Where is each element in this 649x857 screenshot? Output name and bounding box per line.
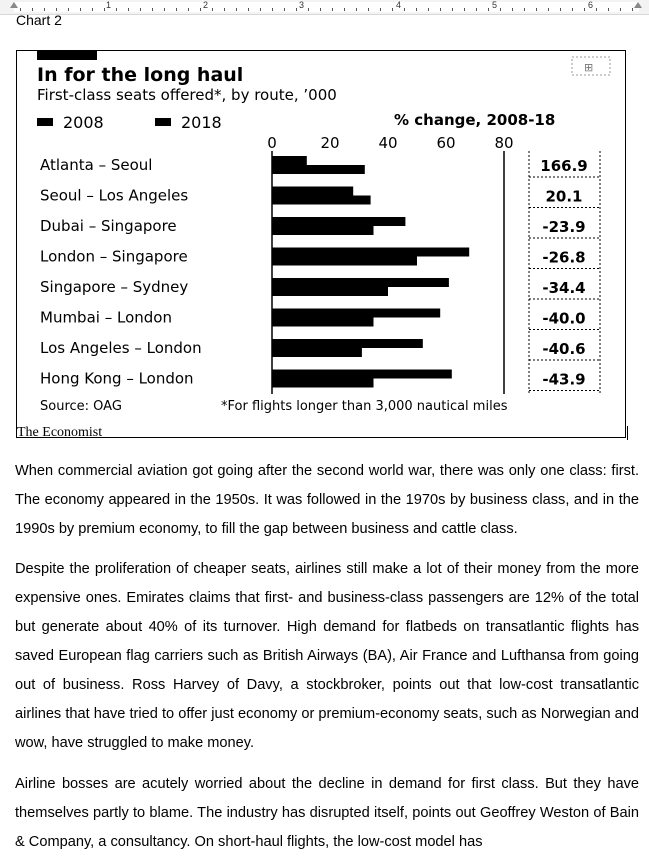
ruler-tick	[152, 8, 153, 11]
ruler-tick	[128, 8, 129, 11]
category-label: Dubai – Singapore	[40, 217, 177, 235]
category-label: Hong Kong – London	[40, 369, 194, 388]
bar-2008	[272, 278, 449, 287]
ruler-tick	[248, 8, 249, 11]
ruler-tick	[404, 8, 405, 11]
ruler-number: 4	[396, 0, 402, 10]
ruler-tick	[260, 8, 261, 11]
legend-label-2008: 2008	[63, 113, 104, 132]
legend-label-2018: 2018	[181, 113, 222, 132]
brand-bar	[37, 51, 97, 60]
ruler-tick	[572, 8, 573, 11]
category-label: Singapore – Sydney	[40, 278, 189, 296]
right-indent-marker[interactable]	[634, 2, 642, 8]
corner-logo-icon: ⊞	[584, 61, 594, 74]
bar-2008	[272, 248, 469, 257]
plot-area	[40, 134, 600, 394]
ruler-tick	[68, 8, 69, 11]
ruler-tick	[524, 8, 525, 11]
body-paragraph-3: Airline bosses are acutely worried about the decline in demand for first class. But they have themselves partly to blame. The industry has disrupted itself, points out Geoffrey Weston of Bain & Company, a consultancy. On short-haul flights, the low-cost model has	[15, 776, 639, 850]
ruler-tick	[380, 8, 381, 11]
ruler-tick	[584, 8, 585, 11]
ruler-number: 1	[106, 0, 112, 10]
bar-2018	[272, 196, 371, 205]
ruler-tick	[44, 8, 45, 11]
left-indent-marker[interactable]	[10, 2, 18, 8]
bar-2008	[272, 370, 452, 379]
bar-2018	[272, 318, 374, 327]
bar-2008	[272, 339, 423, 348]
bar-2008	[272, 187, 353, 196]
body-paragraph-2: Despite the proliferation of cheaper seats, airlines still make a lot of their money from the more expensive ones. Emirates claims that first- and business-class passengers are 12% of the total but generate about 40% of its turnover. High demand for flatbeds on transatlantic flights has saved European flag carriers such as British Airways (BA), Air France and Lufthansa from going out of business. Ross Harvey of Davy, a stockbroker, points out that low-cost transatlantic airlines that have tried to offer just economy or premium-economy seats, such as Norwegian and wow, have struggled to make money.	[15, 561, 639, 751]
ruler-tick	[488, 8, 489, 11]
horizontal-ruler[interactable]	[0, 0, 649, 15]
ruler-number: 5	[492, 0, 498, 10]
change-value: -26.8	[542, 248, 586, 267]
ruler-tick	[20, 8, 21, 11]
ruler-tick	[476, 8, 477, 11]
ruler-number: 2	[203, 0, 209, 10]
x-tick-label: 40	[378, 134, 398, 152]
bar-2018	[272, 257, 417, 266]
ruler-tick	[428, 8, 429, 11]
ruler-tick	[320, 8, 321, 11]
bar-2018	[272, 226, 374, 235]
bar-2008	[272, 156, 307, 165]
legend-swatch-2018	[155, 118, 171, 126]
change-value: -40.6	[542, 340, 586, 358]
ruler-tick	[500, 8, 501, 11]
x-tick-label: 0	[267, 134, 277, 152]
ruler-tick	[80, 8, 81, 11]
category-label: Los Angeles – London	[40, 339, 202, 357]
ruler-number: 3	[299, 0, 305, 10]
ruler-tick	[536, 8, 537, 11]
ruler-tick	[284, 8, 285, 11]
chart-source: Source: OAG	[40, 399, 122, 414]
ruler-tick	[440, 8, 441, 11]
body-paragraph-1: When commercial aviation got going after the second world war, there was only one class: first. The economy appeared in the 1950s. It was followed in the 1970s by business class, and in the 1990s by premium economy, to fill the gap between business and cattle class.	[15, 463, 639, 537]
ruler-tick	[176, 8, 177, 11]
ruler-number: 6	[588, 0, 594, 10]
chart-title: In for the long haul	[37, 64, 244, 86]
ruler-tick	[224, 8, 225, 11]
change-value: 20.1	[545, 187, 583, 206]
ruler-tick	[116, 8, 117, 11]
ruler-tick	[296, 8, 297, 11]
ruler-tick	[104, 8, 105, 11]
ruler-tick	[32, 8, 33, 11]
ruler-tick	[140, 8, 141, 11]
bar-2018	[272, 379, 374, 388]
chart-caption: Chart 2	[16, 12, 62, 28]
x-tick-label: 20	[320, 134, 340, 152]
ruler-tick	[512, 8, 513, 11]
ruler-tick	[548, 8, 549, 11]
ruler-tick	[272, 8, 273, 11]
ruler-tick	[188, 8, 189, 11]
chart-svg	[17, 51, 625, 437]
ruler-tick	[452, 8, 453, 11]
text-cursor	[627, 426, 628, 440]
ruler-tick	[212, 8, 213, 11]
economist-brand: The Economist	[17, 425, 103, 437]
ruler-tick	[608, 8, 609, 11]
ruler-tick	[200, 8, 201, 11]
x-tick-label: 60	[436, 134, 456, 152]
ruler-tick	[92, 8, 93, 11]
change-header: % change, 2008-18	[394, 111, 556, 129]
ruler-tick	[392, 8, 393, 11]
ruler-tick	[368, 8, 369, 11]
bar-2008	[272, 309, 440, 318]
ruler-tick	[56, 8, 57, 11]
ruler-tick	[560, 8, 561, 11]
ruler-tick	[332, 8, 333, 11]
bar-2018	[272, 348, 362, 357]
category-label: Mumbai – London	[40, 308, 172, 327]
ruler-tick	[596, 8, 597, 11]
ruler-tick	[236, 8, 237, 11]
chart-image[interactable]	[16, 50, 626, 438]
x-tick-label: 80	[494, 134, 514, 152]
ruler-tick	[464, 8, 465, 11]
legend-swatch-2008	[37, 118, 53, 126]
change-value: -23.9	[542, 218, 586, 236]
change-value: -34.4	[542, 279, 586, 297]
change-value: -40.0	[542, 309, 586, 328]
bar-2008	[272, 217, 405, 226]
category-label: Atlanta – Seoul	[40, 156, 153, 174]
chart-subtitle: First-class seats offered*, by route, ’000	[37, 86, 337, 104]
ruler-tick	[308, 8, 309, 11]
change-value: -43.9	[542, 370, 586, 389]
bar-2018	[272, 287, 388, 296]
ruler-tick	[632, 8, 633, 11]
ruler-tick	[164, 8, 165, 11]
bar-2018	[272, 165, 365, 174]
change-value: 166.9	[540, 157, 588, 175]
ruler-tick	[356, 8, 357, 11]
ruler-tick	[416, 8, 417, 11]
ruler-tick	[620, 8, 621, 11]
chart-footnote: *For flights longer than 3,000 nautical miles	[221, 399, 508, 414]
ruler-tick	[344, 8, 345, 11]
category-label: Seoul – Los Angeles	[40, 186, 189, 205]
category-label: London – Singapore	[40, 247, 188, 266]
